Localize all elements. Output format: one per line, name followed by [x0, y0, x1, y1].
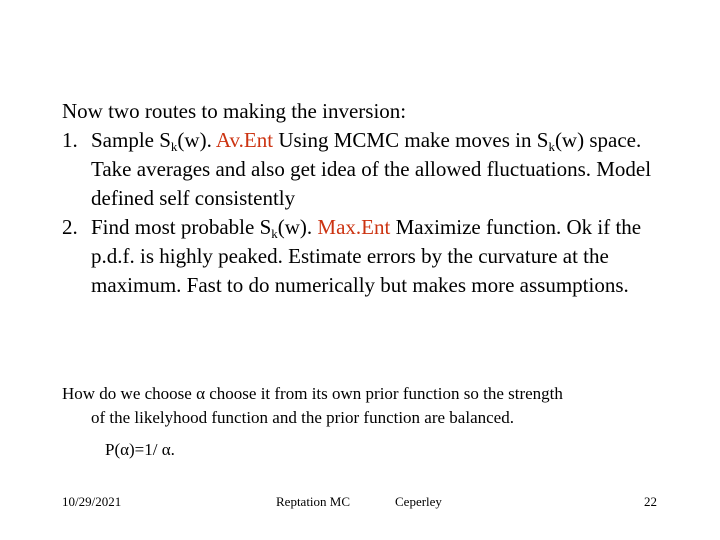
list-item-2 — [62, 213, 682, 300]
page-number: 22 — [644, 494, 657, 509]
note-line-2: of the likelyhood function and the prior function are balanced. — [91, 408, 514, 427]
item2-prefix: Find most probable S — [91, 215, 272, 239]
prior-formula: P(α)=1/ α. — [105, 440, 175, 459]
list-number-1: 1. — [62, 128, 78, 152]
item1-subscript-2: k — [548, 139, 555, 154]
item2-subscript: k — [271, 226, 278, 241]
list-item-1 — [62, 126, 682, 213]
item1-prefix: Sample S — [91, 128, 171, 152]
item2-text: Maximize function. Ok if the p.d.f. is highly peaked. Estimate errors by the curvature at the maximum. Fast to do numerically but makes more assumptions. — [91, 215, 642, 297]
footer-author: Ceperley — [395, 494, 442, 509]
item2-suffix: (w). — [277, 215, 313, 239]
note-line-1: How do we choose α choose it from its own prior function so the strength — [62, 384, 563, 403]
footer-date: 10/29/2021 — [62, 494, 122, 509]
item1-text2: (w) space. Take averages and also get idea of the allowed fluctuations. Model defined self consistently — [91, 128, 652, 210]
main-body — [62, 97, 682, 300]
intro-line: Now two routes to making the inversion: — [62, 99, 407, 123]
item2-accent-label: Max.Ent — [317, 215, 391, 239]
note-block — [62, 382, 682, 462]
item1-accent-label: Av.Ent — [215, 128, 274, 152]
item1-subscript: k — [170, 139, 178, 154]
list-number-2: 2. — [62, 215, 78, 239]
item1-suffix: (w). — [177, 128, 212, 152]
footer-title: Reptation MC — [276, 494, 351, 509]
item1-text1: Using MCMC make moves in S — [278, 128, 549, 152]
